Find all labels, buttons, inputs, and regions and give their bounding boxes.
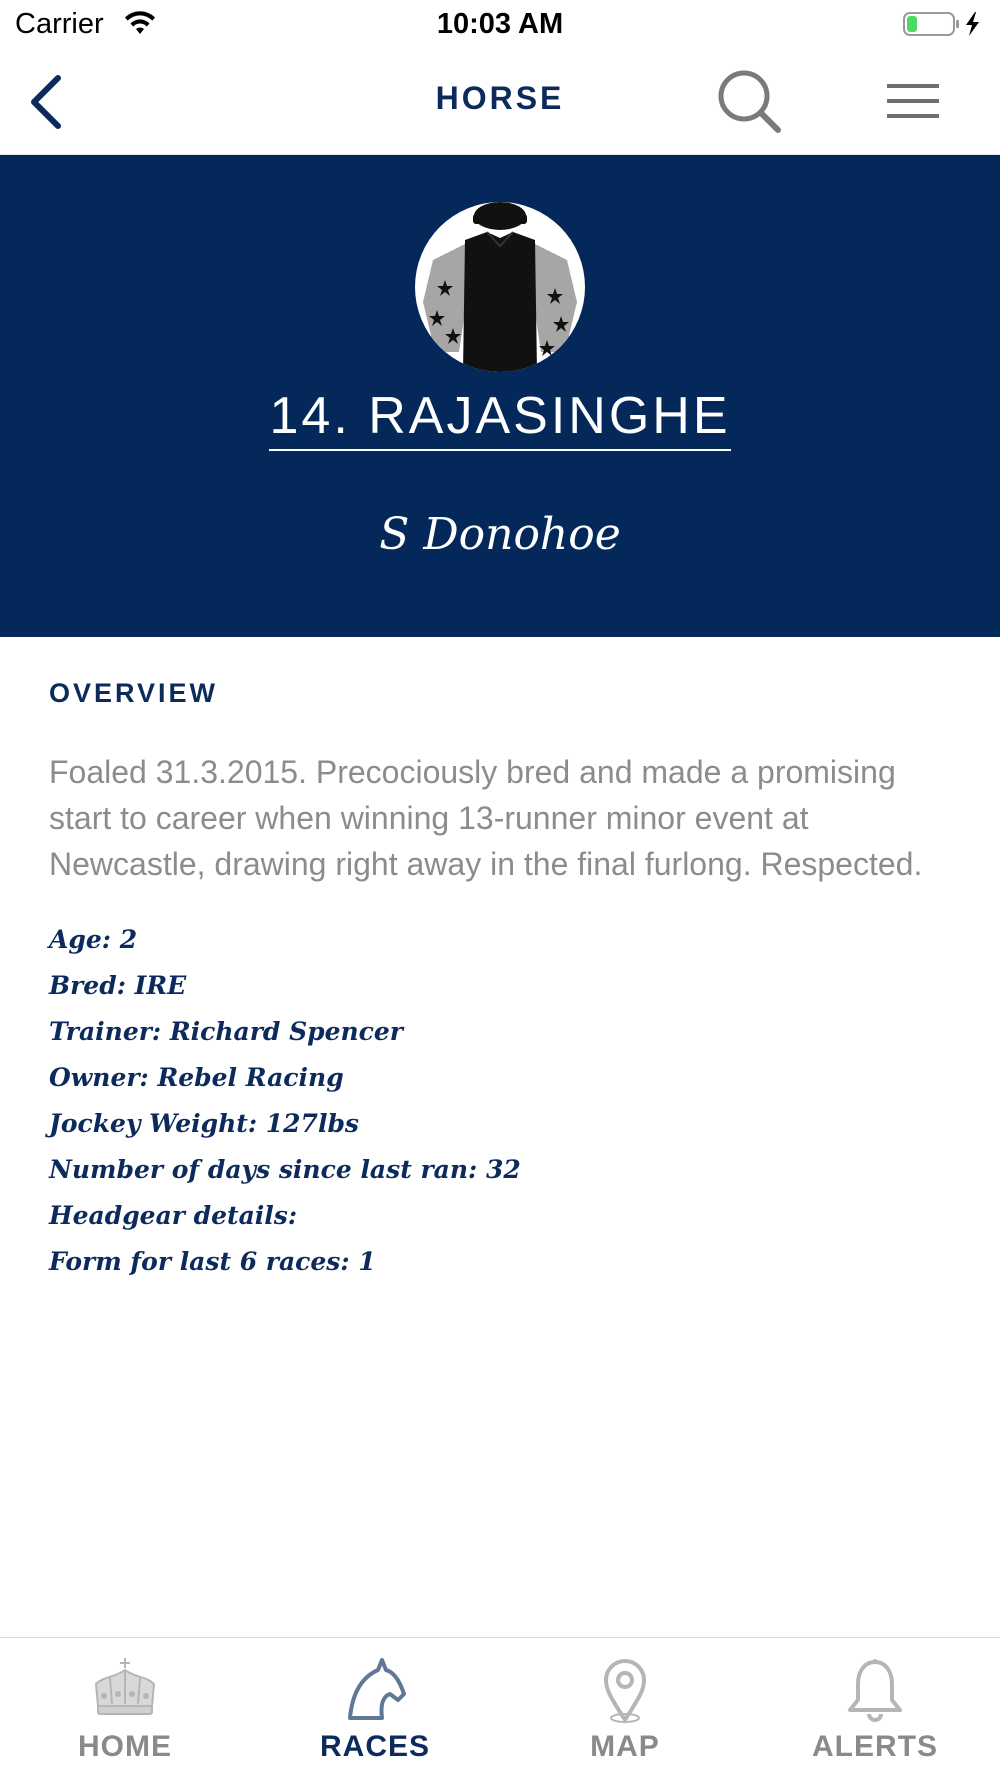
silks-illustration (415, 202, 585, 372)
status-bar (0, 0, 1000, 50)
tab-map[interactable] (500, 1638, 750, 1778)
clock: 10:03 AM (436, 8, 564, 40)
tab-races-label: RACES (319, 1730, 430, 1763)
overview-heading: OVERVIEW (49, 678, 219, 708)
bell-icon (840, 1656, 910, 1726)
page-title: HORSE (435, 80, 565, 116)
search-button[interactable] (714, 66, 786, 138)
tab-alerts-label: ALERTS (812, 1730, 938, 1763)
tab-home-label: HOME (78, 1730, 172, 1763)
battery-icon (903, 11, 993, 37)
horse-head-icon (340, 1656, 410, 1726)
detail-form: Form for last 6 races: 1 (49, 1247, 376, 1276)
horse-details-list (49, 917, 959, 1285)
tab-races[interactable] (250, 1638, 500, 1778)
navigation-bar (0, 50, 1000, 155)
tab-home[interactable] (0, 1638, 250, 1778)
detail-headgear: Headgear details: (49, 1201, 298, 1230)
menu-button[interactable] (880, 72, 946, 130)
detail-bred: Bred: IRE (49, 971, 187, 1000)
detail-jockey-weight: Jockey Weight: 127lbs (49, 1109, 359, 1138)
detail-age: Age: 2 (49, 925, 138, 954)
horse-name-link[interactable]: 14. RAJASINGHE (269, 387, 730, 451)
horse-name (0, 387, 1000, 451)
hamburger-menu-icon (880, 72, 946, 130)
tab-bar (0, 1637, 1000, 1778)
detail-days-since-last-ran: Number of days since last ran: 32 (49, 1155, 521, 1184)
overview-description: Foaled 31.3.2015. Precociously bred and made a promising start to career when winning 13-runner minor event at Newcastle, drawing right away in the final furlong. Respected. (49, 754, 923, 882)
detail-trainer: Trainer: Richard Spencer (49, 1017, 403, 1046)
carrier-label: Carrier (15, 8, 104, 40)
search-icon (714, 66, 786, 138)
detail-owner: Owner: Rebel Racing (49, 1063, 344, 1092)
tab-map-label: MAP (590, 1730, 660, 1763)
jockey-silks-icon (415, 202, 585, 372)
crown-icon (90, 1656, 160, 1726)
overview-section (49, 678, 959, 1285)
map-pin-icon (590, 1656, 660, 1726)
jockey-name: S Donohoe (379, 509, 621, 560)
tab-alerts[interactable] (750, 1638, 1000, 1778)
horse-header (0, 155, 1000, 637)
